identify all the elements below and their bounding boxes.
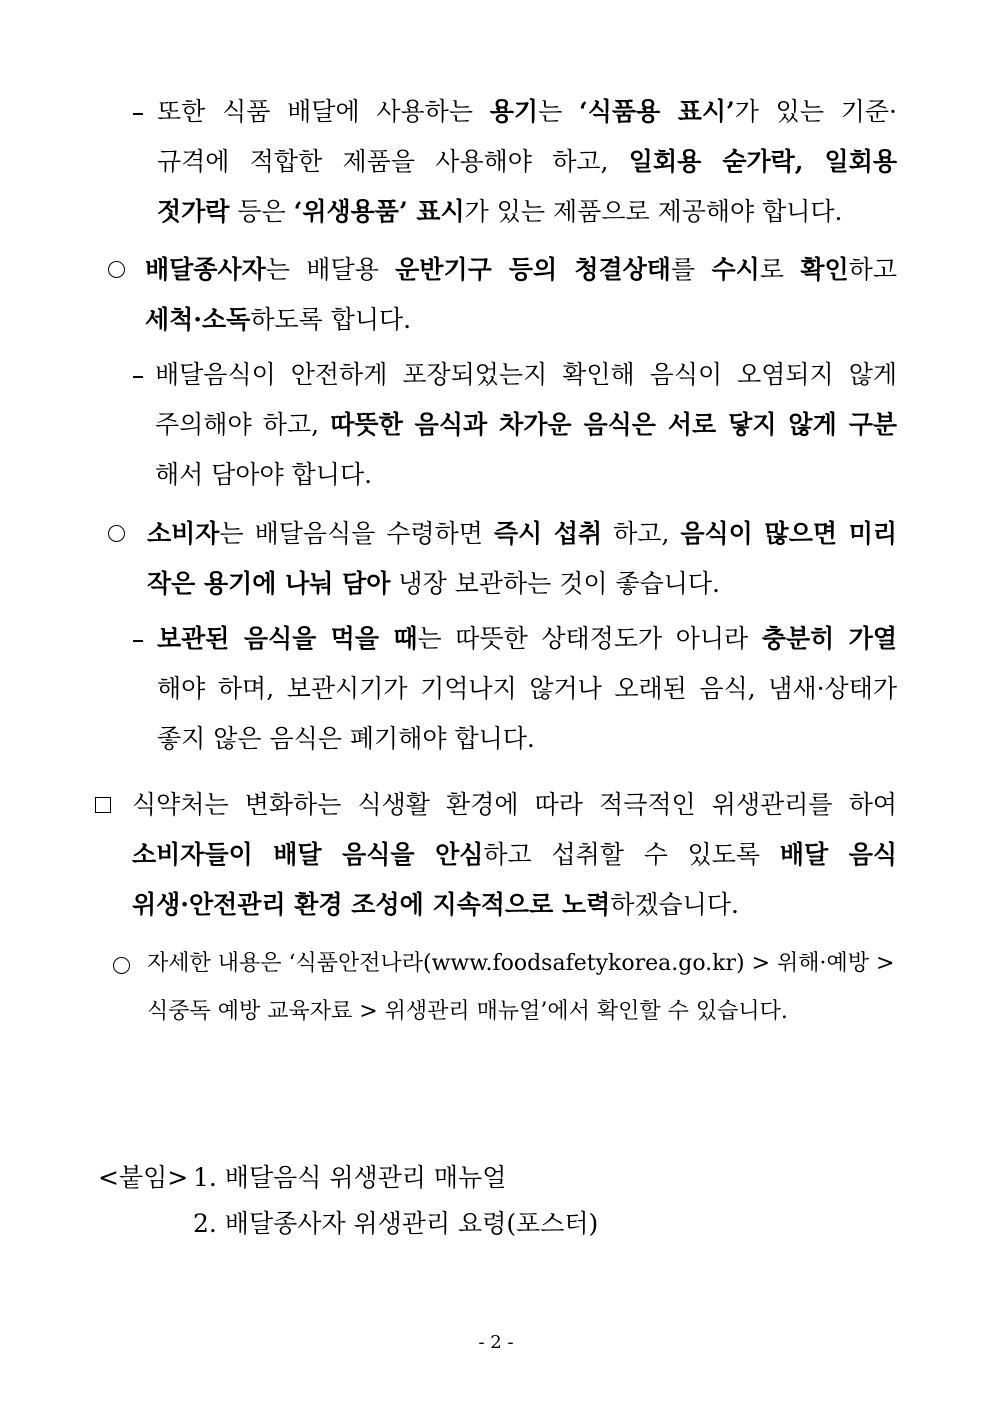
text-line	[157, 614, 897, 664]
bold-text-run: 용기	[489, 97, 539, 126]
circle-bullet	[108, 509, 125, 559]
text-run: 는 배달용	[265, 255, 396, 284]
dash-bullet	[133, 87, 143, 137]
bold-text-run: 보관된 음식을 먹을 때	[157, 624, 418, 653]
bold-text-run: 세척·소독	[145, 305, 251, 334]
text-line: 해서 담아야 합니다.	[155, 460, 373, 489]
text-line	[157, 137, 897, 187]
text-run: 하고 섭취할 수 있도록	[483, 840, 780, 869]
text-run: 또한 식품 배달에 사용하는	[157, 97, 490, 126]
text-line	[132, 880, 897, 930]
text-run: 규격에 적합한 제품을 사용해야 하고,	[157, 147, 629, 176]
text-run: 주의해야 하고,	[155, 410, 331, 439]
circle-bullet	[113, 943, 130, 993]
attachment-item-1: 1. 배달음식 위생관리 매뉴얼	[193, 1163, 507, 1192]
text-run: 가 있는 제품으로 제공해야 합니다.	[464, 197, 843, 226]
text-run: 는 배달음식을 수령하면	[219, 519, 494, 548]
bold-text-run: ‘위생용품’ 표시	[293, 197, 465, 226]
circle-bullet	[108, 245, 125, 295]
bold-text-run: 확인	[800, 255, 849, 284]
bold-text-run: 배달 음식	[779, 840, 897, 869]
text-line	[132, 830, 897, 880]
text-line	[157, 187, 897, 237]
text-line: 해야 하며, 보관시기가 기억나지 않거나 오래된 음식, 냄새·상태가	[157, 674, 897, 703]
bold-text-run: 따뜻한 음식과 차가운 음식은 서로 닿지 않게 구분	[330, 410, 897, 439]
bold-text-run: 소비자	[147, 519, 220, 548]
attachments-label: <붙임>	[98, 1163, 189, 1192]
bold-text-run: 위생·안전관리 환경 조성에 지속적으로 노력	[132, 890, 611, 919]
text-run: 냉장 보관하는 것이 좋습니다.	[390, 569, 721, 598]
attachment-item-2: 2. 배달종사자 위생관리 요령(포스터)	[193, 1209, 599, 1238]
text-line	[157, 87, 897, 137]
bold-text-run: 젓가락	[157, 197, 230, 226]
bold-text-run: 즉시 섭취	[493, 519, 603, 548]
text-run: 로	[759, 255, 801, 284]
bold-text-run: 배달종사자	[145, 255, 266, 284]
text-run: 하겠습니다.	[610, 890, 739, 919]
square-bullet	[95, 780, 111, 830]
bold-text-run: 소비자들이 배달 음식을 안심	[132, 840, 484, 869]
text-line	[145, 295, 897, 345]
text-line	[145, 245, 897, 295]
dash-bullet	[133, 614, 143, 664]
dash-bullet	[133, 350, 143, 400]
text-line	[147, 559, 897, 609]
page-number: - 2 -	[478, 1332, 514, 1353]
text-line: 식약처는 변화하는 식생활 환경에 따라 적극적인 위생관리를 하여	[132, 790, 897, 819]
bold-text-run: ‘식품용 표시’	[579, 97, 735, 126]
paragraph-stored-food	[157, 614, 897, 764]
paragraph-more-info	[147, 940, 895, 1036]
text-line: 자세한 내용은 ‘식품안전나라(www.foodsafetykorea.go.kr) > 위해·예방 >	[147, 951, 895, 976]
bold-text-run: 일회용 숟가락, 일회용	[628, 147, 897, 176]
bold-text-run: 작은 용기에 나눠 담아	[147, 569, 391, 598]
paragraph-container-packaging	[157, 87, 897, 237]
text-run: 하고,	[602, 519, 681, 548]
text-run: 를	[670, 255, 712, 284]
bold-text-run: 운반기구 등의 청결상태	[395, 255, 671, 284]
text-line: 배달음식이 안전하게 포장되었는지 확인해 음식이 오염되지 않게	[155, 360, 897, 389]
text-run: 등은	[229, 197, 294, 226]
text-line: 식중독 예방 교육자료 > 위생관리 매뉴얼’에서 확인할 수 있습니다.	[147, 999, 788, 1024]
bold-text-run: 음식이 많으면 미리	[680, 519, 898, 548]
paragraph-safe-packing	[155, 350, 897, 500]
text-run: 는	[538, 97, 580, 126]
paragraph-delivery-workers	[145, 245, 897, 345]
text-line	[147, 509, 897, 559]
text-line	[155, 400, 897, 450]
text-run: 는 따뜻한 상태정도가 아니라	[417, 624, 762, 653]
text-line: 좋지 않은 음식은 폐기해야 합니다.	[157, 724, 535, 753]
text-run: 가 있는 기준·	[734, 97, 897, 126]
paragraph-consumers	[147, 509, 897, 609]
bold-text-run: 충분히 가열	[761, 624, 897, 653]
text-run: 하고	[848, 255, 897, 284]
bold-text-run: 수시	[711, 255, 760, 284]
text-run: 하도록 합니다.	[250, 305, 412, 334]
paragraph-mfds-commitment	[132, 780, 897, 930]
